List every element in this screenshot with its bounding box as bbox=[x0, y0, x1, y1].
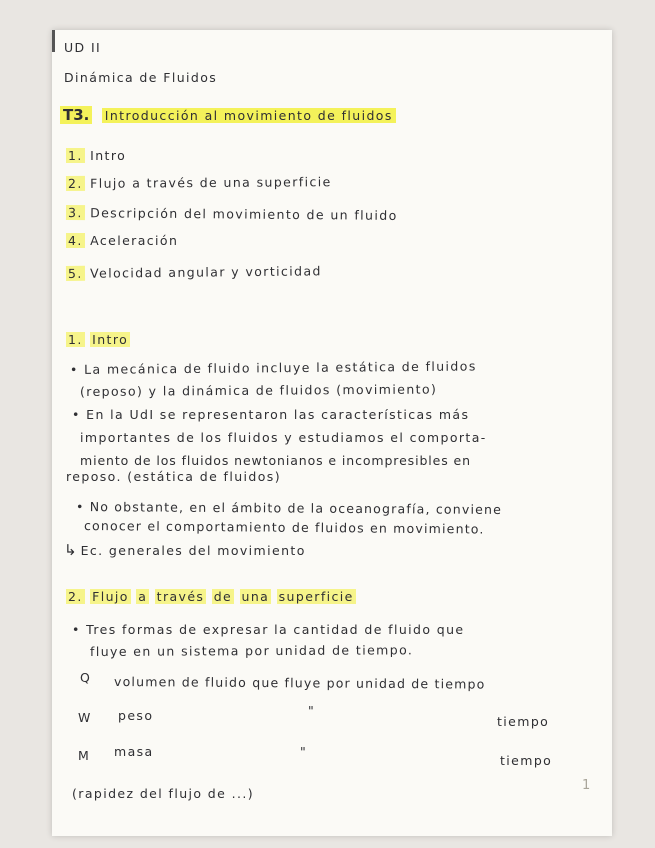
definition-symbol: M bbox=[78, 748, 91, 763]
ditto-mark: " bbox=[308, 703, 316, 718]
topic-number: T3. bbox=[60, 106, 92, 124]
page-number: 1 bbox=[582, 778, 591, 793]
definition-symbol: W bbox=[78, 710, 92, 725]
paragraph-line: conocer el comportamiento de fluidos en movimiento. bbox=[83, 518, 485, 537]
outline-item: 4. Aceleración bbox=[68, 233, 179, 248]
subject-title: Dinámica de Fluidos bbox=[64, 70, 218, 85]
unit-text: tiempo bbox=[497, 714, 550, 729]
footer-note: (rapidez del flujo de ...) bbox=[72, 786, 254, 801]
definition-text: volumen de fluido que fluye por unidad de tiempo bbox=[113, 674, 486, 692]
outline-item: 2. Flujo a través de una superficie bbox=[67, 174, 332, 191]
paragraph-line: (reposo) y la dinámica de fluidos (movimiento) bbox=[79, 381, 438, 399]
paragraph-line: reposo. (estática de fluidos) bbox=[66, 469, 281, 484]
topic-title: Introducción al movimiento de fluidos bbox=[102, 108, 396, 123]
ditto-mark: " bbox=[300, 744, 308, 759]
unit-label: UD II bbox=[64, 40, 102, 55]
outline-item: 3. Descripción del movimiento de un fluido bbox=[67, 205, 398, 223]
paragraph-line: miento de los fluidos newtonianos e incompresibles en bbox=[80, 453, 471, 468]
paragraph-line: fluye en un sistema por unidad de tiempo. bbox=[89, 642, 414, 659]
paragraph-line: • En la UdI se representaron las características más bbox=[72, 407, 470, 422]
unit-text: tiempo bbox=[500, 753, 553, 768]
paragraph-line: • La mecánica de fluido incluye la estática de fluidos bbox=[69, 358, 477, 377]
section1-heading: 1. Intro bbox=[68, 332, 129, 347]
arrow-icon: ↳ bbox=[64, 541, 77, 559]
outline-item: 5. Velocidad angular y vorticidad bbox=[67, 263, 322, 281]
paragraph-line: • Tres formas de expresar la cantidad de fluido que bbox=[72, 622, 465, 637]
paragraph-line: importantes de los fluidos y estudiamos el comporta- bbox=[80, 430, 487, 445]
paragraph-line: • No obstante, en el ámbito de la oceanografía, conviene bbox=[75, 499, 503, 517]
arrow-note: ↳ Ec. generales del movimiento bbox=[64, 541, 306, 559]
topic-heading bbox=[60, 106, 396, 124]
definition-symbol: Q bbox=[80, 670, 92, 685]
definition-text: masa bbox=[114, 744, 154, 759]
section2-heading: 2. Flujo a través de una superficie bbox=[68, 589, 354, 604]
outline-item: 1. Intro bbox=[68, 148, 127, 163]
definition-text: peso bbox=[118, 708, 154, 723]
